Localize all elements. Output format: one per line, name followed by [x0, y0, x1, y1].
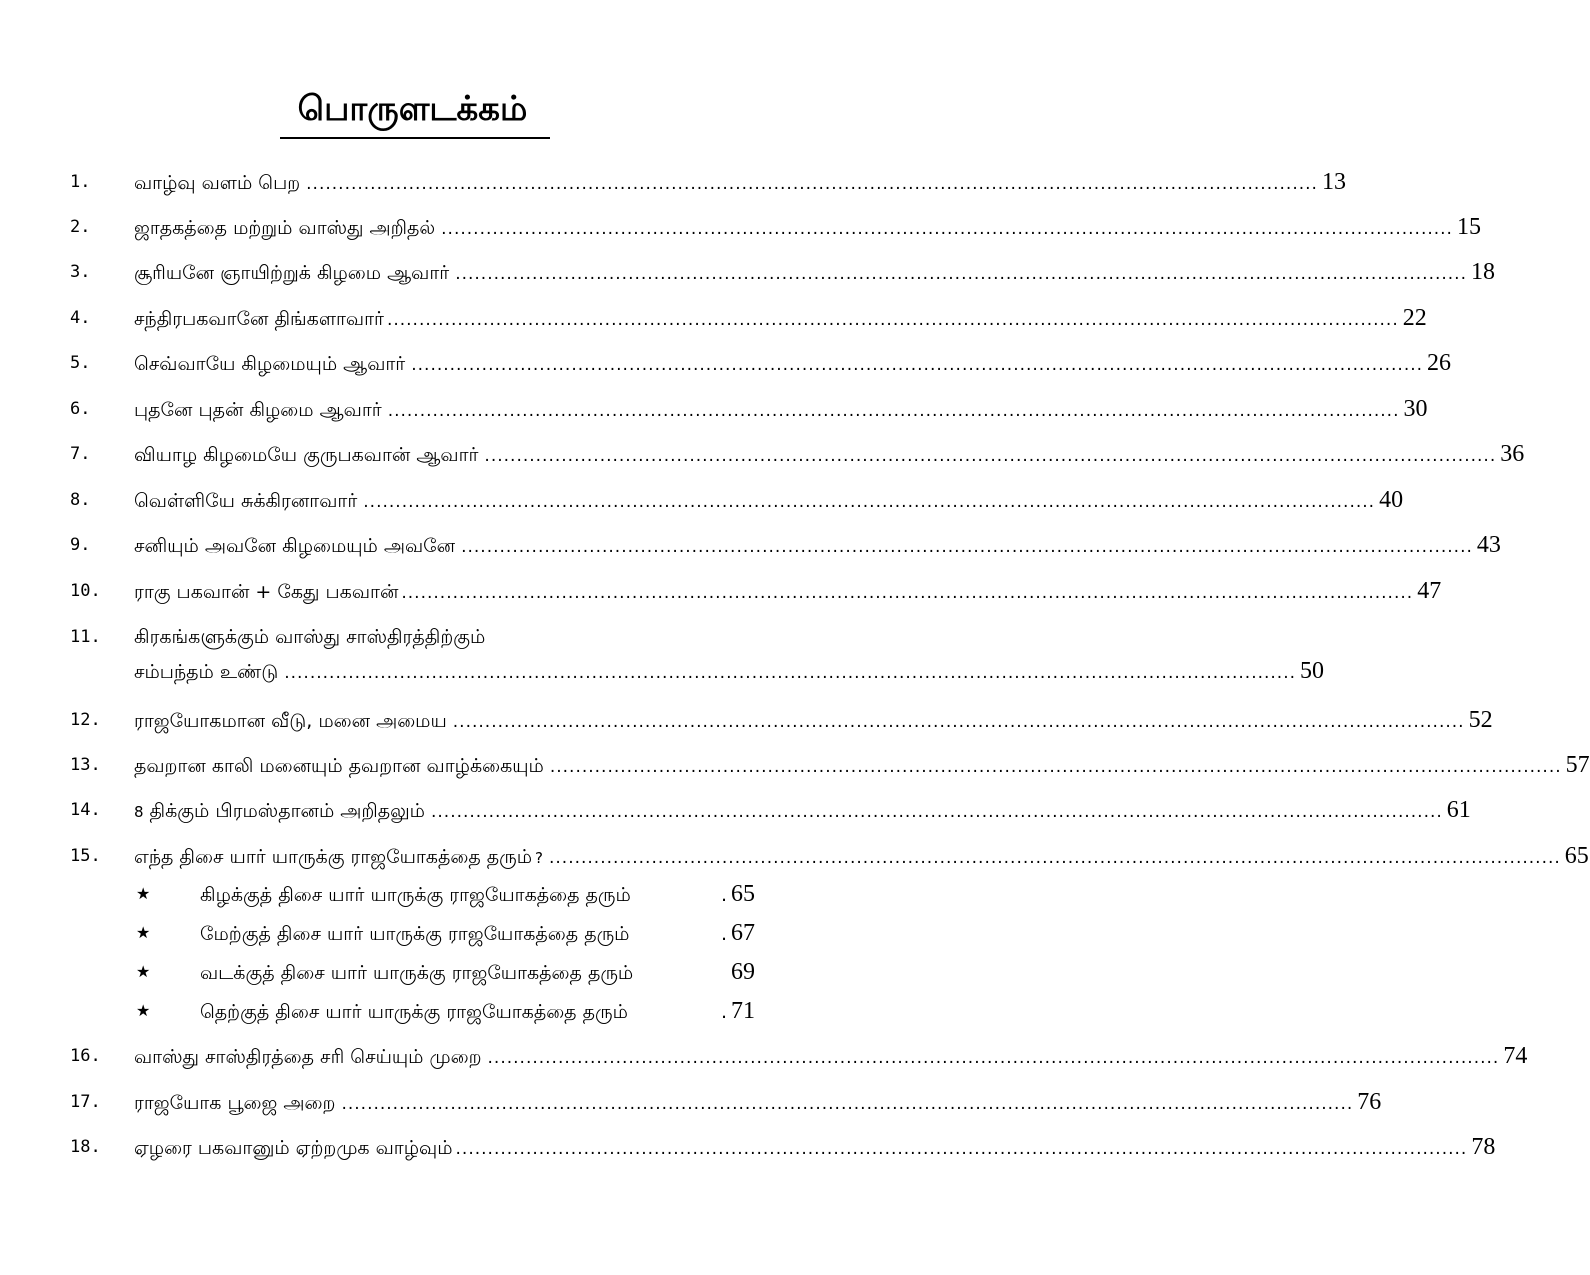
title-underline [280, 137, 550, 139]
entry-title: புதனே புதன் கிழமை ஆவார் [134, 399, 382, 421]
dot-leader: .............................................................................................................................................................. [455, 264, 1467, 284]
dot-leader: .............................................................................................................................................................. [284, 663, 1297, 683]
entry-number: 4. [70, 308, 91, 328]
entry-page: 50 [1300, 658, 1325, 684]
toc-entry[interactable] [0, 787, 1471, 833]
entry-title: எந்த திசை யார் யாருக்கு ராஜயோகத்தை தரும் [134, 846, 533, 868]
entry-number: 9. [70, 535, 91, 555]
entry-page: 52 [1468, 707, 1493, 733]
dot-leader: .............................................................................................................................................................. [484, 446, 1497, 466]
dot-leader: .............................................................................................................................................................. [441, 219, 1453, 239]
toc-entry[interactable] [0, 742, 1590, 788]
entry-title-line1: கிரகங்களுக்கும் வாஸ்து சாஸ்திரத்திற்கும் [134, 626, 486, 648]
entry-title: ஏழரை பகவானும் ஏற்றமுக வாழ்வும் [134, 1137, 453, 1159]
dot-leader: .............................................................................................................................................................. [387, 401, 1400, 421]
entry-page: 61 [1446, 797, 1471, 823]
entry-number: 10. [70, 581, 101, 601]
entry-number: 16. [70, 1046, 101, 1066]
page-title: பொருளடக்கம் [297, 89, 528, 129]
sub-entry-title: வடக்குத் திசை யார் யாருக்கு ராஜயோகத்தை தரும் [200, 962, 634, 984]
sub-entry-dot: . [720, 923, 727, 945]
entry-number: 3. [70, 262, 91, 282]
toc-entry[interactable] [0, 522, 1501, 568]
star-bullet-icon: ★ [136, 962, 151, 981]
sub-entry-title: தெற்குத் திசை யார் யாருக்கு ராஜயோகத்தை தரும் [200, 1001, 628, 1023]
entry-title: வாஸ்து சாஸ்திரத்தை சரி செய்யும் முறை [134, 1046, 482, 1068]
dot-leader: .............................................................................................................................................................. [363, 492, 1376, 512]
dot-leader: .............................................................................................................................................................. [341, 1094, 1354, 1114]
toc-entry[interactable] [0, 249, 1495, 295]
entry-number: 1. [70, 172, 91, 192]
entry-number: 2. [70, 217, 91, 237]
entry-title: வாழ்வு வளம் பெற [134, 172, 301, 194]
entry-page: 69 [731, 959, 755, 985]
toc-entry[interactable] [0, 159, 1346, 205]
entry-title: சம்பந்தம் உண்டு [134, 661, 279, 683]
dot-leader: .............................................................................................................................................................. [401, 583, 1414, 603]
sub-entry-dot: . [720, 1001, 727, 1023]
toc-entry[interactable] [0, 1033, 1528, 1079]
entry-page: 15 [1456, 214, 1481, 240]
entry-page: 36 [1500, 441, 1525, 467]
dot-leader: .............................................................................................................................................................. [452, 712, 1465, 732]
entry-page: 71 [731, 998, 755, 1024]
entry-page: 43 [1476, 532, 1501, 558]
entry-title: ஜாதகத்தை மற்றும் வாஸ்து அறிதல் [134, 217, 436, 239]
dot-leader: .............................................................................................................................................................. [411, 355, 1424, 375]
entry-number: 17. [70, 1092, 101, 1112]
dot-leader: .............................................................................................................................................................. [306, 174, 1318, 194]
star-bullet-icon: ★ [136, 923, 151, 942]
entry-page: 40 [1379, 487, 1404, 513]
entry-title: சனியும் அவனே கிழமையும் அவனே [134, 535, 456, 557]
dot-leader: .............................................................................................................................................................. [430, 802, 1443, 822]
entry-title: ராஜயோகமான வீடு, மனை அமைய [134, 710, 447, 732]
dot-leader: .............................................................................................................................................................. [455, 1139, 1468, 1159]
entry-title: தவறான காலி மனையும் தவறான வாழ்க்கையும் [134, 755, 544, 777]
entry-number: 14. [70, 800, 101, 820]
entry-title: திக்கும் பிரமஸ்தானம் அறிதலும் [149, 800, 425, 822]
dot-leader: .............................................................................................................................................................. [386, 310, 1399, 330]
entry-number: 11. [70, 627, 101, 647]
entry-title-suffix: ? [535, 849, 543, 867]
entry-number: 5. [70, 353, 91, 373]
entry-page: 26 [1427, 350, 1452, 376]
entry-number: 18. [70, 1137, 101, 1157]
entry-number: 12. [70, 710, 101, 730]
entry-number: 7. [70, 444, 91, 464]
dot-leader: .............................................................................................................................................................. [549, 757, 1562, 777]
entry-number: 6. [70, 399, 91, 419]
dot-leader: .............................................................................................................................................................. [487, 1048, 1500, 1068]
toc-entry[interactable] [0, 295, 1427, 341]
entry-title-prefix: 8 [134, 803, 144, 821]
dot-leader: .............................................................................................................................................................. [461, 537, 1473, 557]
entry-page: 78 [1471, 1134, 1496, 1160]
entry-page: 74 [1503, 1043, 1528, 1069]
sub-entry-title: மேற்குத் திசை யார் யாருக்கு ராஜயோகத்தை தரும் [200, 923, 630, 945]
entry-page: 76 [1357, 1089, 1382, 1115]
entry-title: வெள்ளியே சுக்கிரனாவார் [134, 490, 358, 512]
toc-entry[interactable] [0, 204, 1481, 250]
toc-entry-line2[interactable] [0, 648, 1325, 694]
entry-page: 65 [1564, 843, 1589, 869]
entry-title: செவ்வாயே கிழமையும் ஆவார் [134, 353, 406, 375]
star-bullet-icon: ★ [136, 1001, 151, 1020]
entry-title: சந்திரபகவானே திங்களாவார் [134, 308, 384, 330]
entry-number: 15. [70, 846, 101, 866]
sub-entry-title: கிழக்குத் திசை யார் யாருக்கு ராஜயோகத்தை தரும் [200, 884, 631, 906]
entry-title: வியாழ கிழமையே குருபகவான் ஆவார் [134, 444, 479, 466]
entry-title: ராஜயோக பூஜை அறை [134, 1092, 336, 1114]
toc-entry[interactable] [0, 386, 1428, 432]
toc-sub-entry[interactable] [0, 988, 825, 1034]
toc-entry[interactable] [0, 340, 1452, 386]
toc-entry[interactable] [0, 1124, 1496, 1170]
entry-title: சூரியனே ஞாயிற்றுக் கிழமை ஆவார் [134, 262, 450, 284]
entry-page: 18 [1471, 259, 1495, 285]
toc-entry[interactable] [0, 568, 1442, 614]
entry-number: 8. [70, 490, 91, 510]
toc-entry[interactable] [0, 431, 1525, 477]
entry-number: 13. [70, 755, 101, 775]
toc-entry[interactable] [0, 477, 1404, 523]
toc-entry[interactable] [0, 697, 1493, 743]
entry-page: 13 [1321, 169, 1346, 195]
entry-title: ராகு பகவான் + கேது பகவான் [134, 581, 399, 603]
entry-page: 67 [731, 920, 755, 946]
sub-entry-dot: . [720, 884, 727, 906]
entry-page: 22 [1402, 305, 1427, 331]
entry-page: 65 [731, 881, 755, 907]
entry-page: 47 [1417, 578, 1442, 604]
entry-page: 57 [1565, 752, 1590, 778]
dot-leader: .............................................................................................................................................................. [548, 848, 1561, 868]
star-bullet-icon: ★ [136, 884, 151, 903]
toc-entry[interactable] [0, 1079, 1382, 1125]
entry-page: 30 [1403, 396, 1428, 422]
